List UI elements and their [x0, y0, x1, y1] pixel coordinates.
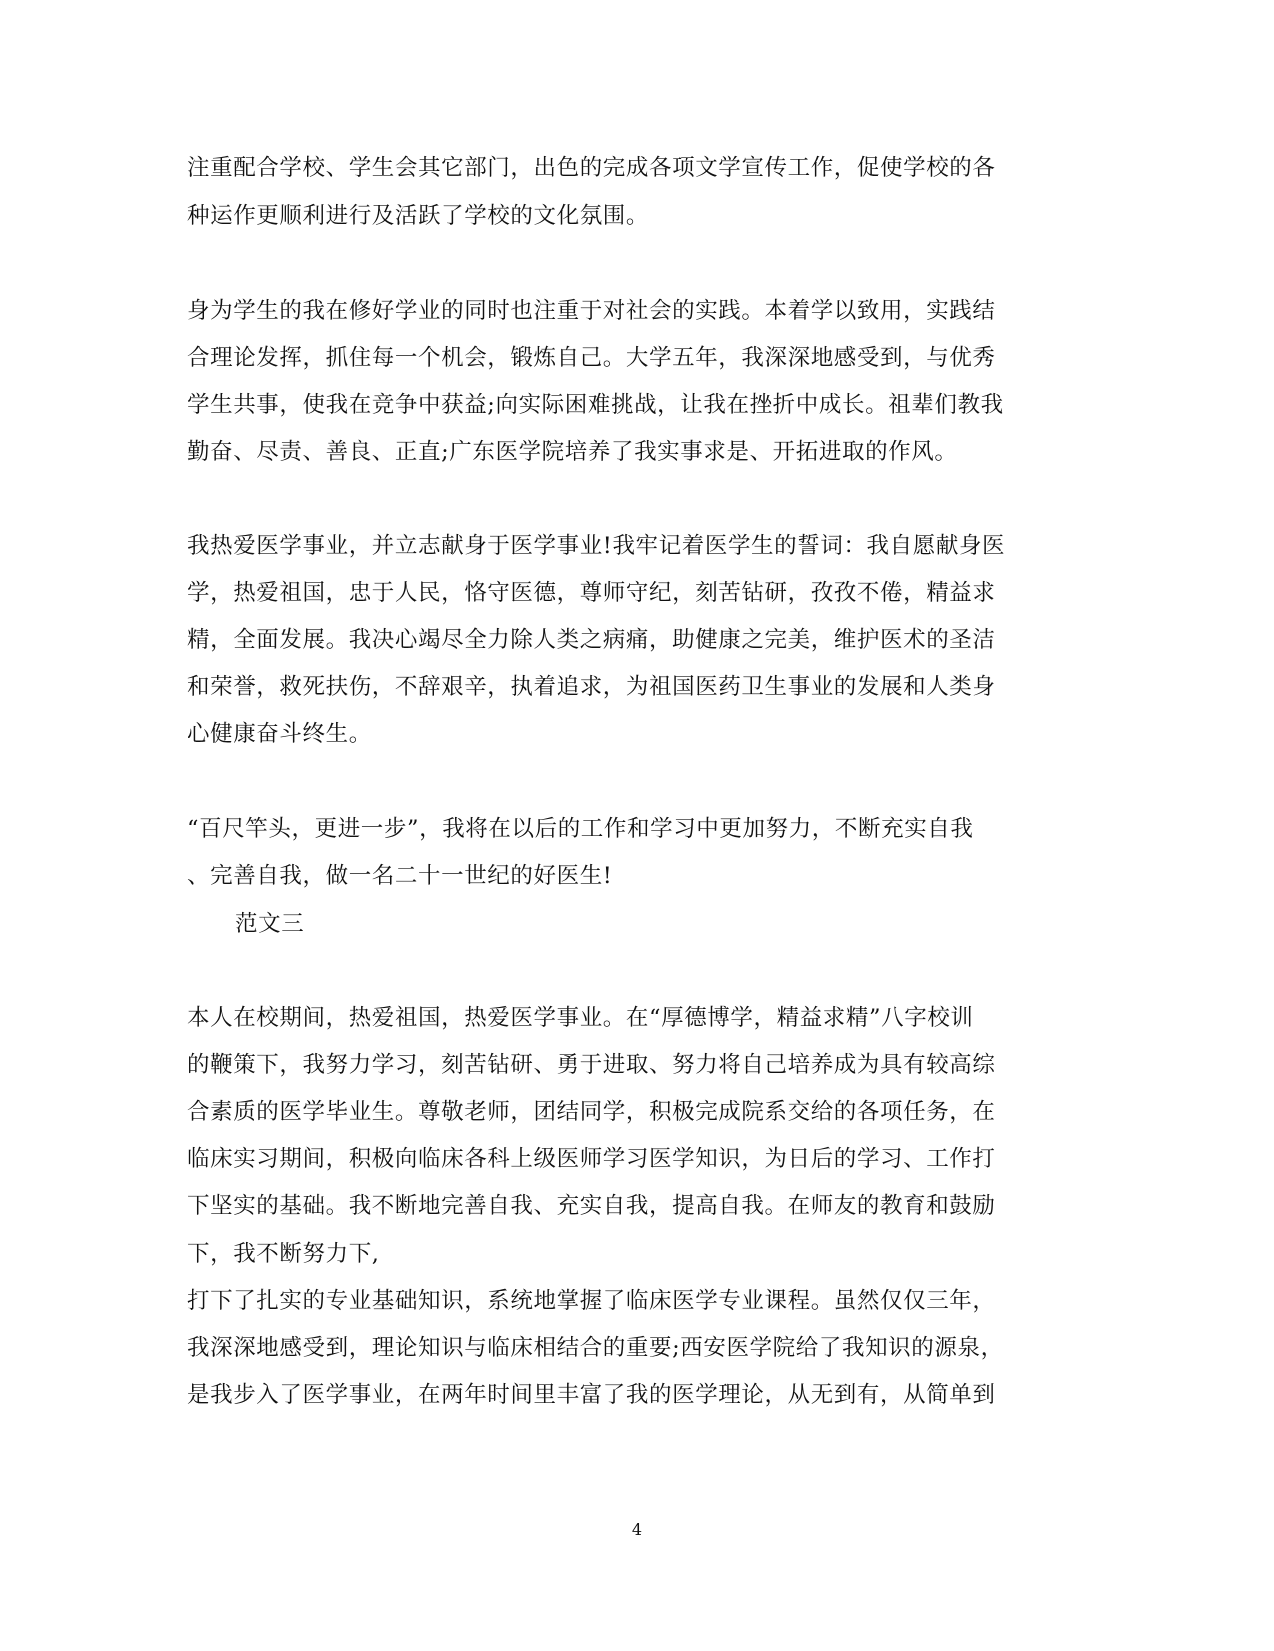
text-line: 心健康奋斗终生。 [187, 721, 372, 747]
text-line: 本人在校期间，热爱祖国，热爱医学事业。在“厚德博学，精益求精”八字校训 [187, 1005, 974, 1031]
text-line: 合素质的医学毕业生。尊敬老师，团结同学，积极完成院系交给的各项任务，在 [187, 1099, 996, 1125]
page-number: 4 [631, 1520, 643, 1539]
text-line: 合理论发挥，抓住每一个机会，锻炼自己。大学五年，我深深地感受到，与优秀 [187, 345, 996, 371]
text-line: 和荣誉，救死扶伤，不辞艰辛，执着追求，为祖国医药卫生事业的发展和人类身 [187, 674, 996, 700]
text-line: 身为学生的我在修好学业的同时也注重于对社会的实践。本着学以致用，实践结 [187, 298, 996, 324]
text-line: 打下了扎实的专业基础知识，系统地掌握了临床医学专业课程。虽然仅仅三年， [187, 1288, 996, 1314]
text-line: 我热爱医学事业，并立志献身于医学事业!我牢记着医学生的誓词：我自愿献身医 [187, 533, 1006, 559]
section-heading: 范文三 [235, 911, 305, 937]
text-line: 、完善自我，做一名二十一世纪的好医生! [187, 863, 613, 889]
text-line: 下坚实的基础。我不断地完善自我、充实自我，提高自我。在师友的教育和鼓励 [187, 1193, 996, 1219]
text-line: 是我步入了医学事业，在两年时间里丰富了我的医学理论，从无到有，从简单到 [187, 1382, 996, 1408]
text-line: 学，热爱祖国，忠于人民，恪守医德，尊师守纪，刻苦钻研，孜孜不倦，精益求 [187, 580, 996, 606]
text-line: 精，全面发展。我决心竭尽全力除人类之病痛，助健康之完美，维护医术的圣洁 [187, 627, 996, 653]
text-line: “百尺竿头，更进一步”，我将在以后的工作和学习中更加努力，不断充实自我 [187, 816, 974, 842]
text-line: 种运作更顺利进行及活跃了学校的文化氛围。 [187, 203, 650, 229]
text-line: 学生共事，使我在竞争中获益;向实际困难挑战，让我在挫折中成长。祖辈们教我 [187, 392, 1004, 418]
text-line: 注重配合学校、学生会其它部门，出色的完成各项文学宣传工作，促使学校的各 [187, 155, 996, 181]
text-line: 下，我不断努力下, [187, 1241, 380, 1267]
text-line: 的鞭策下，我努力学习，刻苦钻研、勇于进取、努力将自己培养成为具有较高综 [187, 1052, 996, 1078]
text-line: 我深深地感受到，理论知识与临床相结合的重要;西安医学院给了我知识的源泉， [187, 1335, 1004, 1361]
text-line: 勤奋、尽责、善良、正直;广东医学院培养了我实事求是、开拓进取的作风。 [187, 439, 958, 465]
text-line: 临床实习期间，积极向临床各科上级医师学习医学知识，为日后的学习、工作打 [187, 1146, 996, 1172]
